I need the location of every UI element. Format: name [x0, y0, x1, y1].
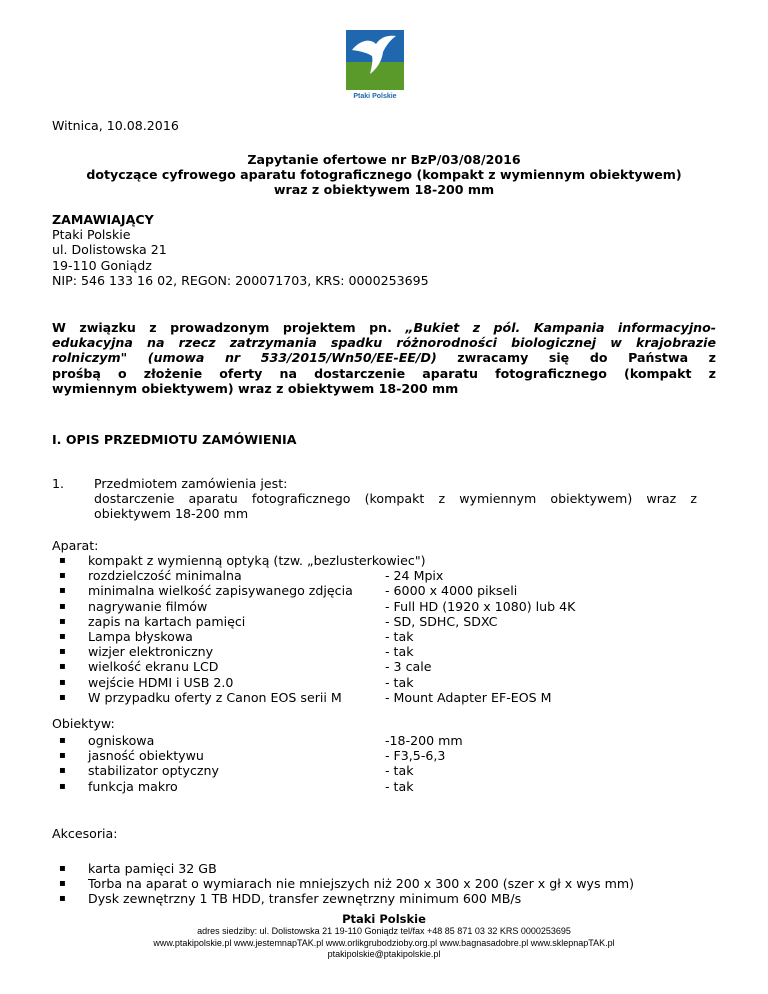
document-date: Witnica, 10.08.2016	[52, 118, 179, 133]
spec-label: W przypadku oferty z Canon EOS serii M	[88, 689, 342, 705]
spec-label: ogniskowa	[88, 733, 155, 748]
ptaki-polskie-logo	[346, 30, 404, 108]
spec-value: - 6000 x 4000 pikseli	[385, 583, 518, 599]
spec-label: wielkość ekranu LCD	[88, 659, 219, 675]
spec-row	[52, 553, 716, 568]
intro-line-5: wymiennym obiektywem) wraz z obiektywem 18-200 mm	[52, 380, 459, 396]
camera-spec-list	[52, 553, 716, 705]
section-heading: I. OPIS PRZEDMIOTU ZAMÓWIENIA	[52, 432, 297, 447]
footer-email: ptakipolskie@ptakipolskie.pl	[327, 949, 441, 959]
spec-value: - tak	[385, 628, 414, 644]
ordering-party-city: 19-110 Goniądz	[52, 257, 152, 273]
spec-value: - F3,5-6,3	[385, 748, 446, 764]
item-description	[94, 491, 697, 521]
lens-heading: Obiektyw:	[52, 716, 115, 731]
bullet-icon: ▪	[59, 765, 66, 777]
spec-label: wejście HDMI i USB 2.0	[88, 674, 234, 690]
spec-value: - tak	[385, 674, 414, 690]
logo-emblem	[346, 30, 404, 90]
bullet-icon: ▪	[59, 863, 66, 874]
bullet-icon: ▪	[59, 661, 66, 673]
bird-icon	[346, 30, 404, 90]
spec-label: rozdzielczość minimalna	[88, 568, 242, 584]
ordering-party-ids: NIP: 546 133 16 02, REGON: 200071703, KRS: 0000253695	[52, 272, 429, 288]
accessory-label: Torba na aparat o wymiarach nie mniejszych niż 200 x 300 x 200 (szer x gł x wys mm)	[88, 876, 635, 892]
bullet-icon: ▪	[59, 646, 66, 658]
spec-label: jasność obiektywu	[88, 748, 204, 764]
logo-caption: Ptaki Polskie	[353, 93, 397, 100]
spec-label: Lampa błyskowa	[88, 628, 193, 644]
intro-paragraph	[52, 320, 716, 396]
intro-text: W związku z prowadzonym projektem pn.	[52, 320, 406, 335]
footer-brand: Ptaki Polskie	[342, 912, 426, 926]
item-label: Przedmiotem zamówienia jest:	[94, 476, 288, 491]
spec-row	[52, 733, 716, 748]
spec-label: zapis na kartach pamięci	[88, 613, 246, 629]
intro-line-4: prośbą o złożenie oferty na dostarczenie aparatu fotograficznego (kompakt z	[52, 365, 716, 381]
title-line-3: wraz z obiektywem 18-200 mm	[273, 182, 495, 198]
spec-row	[52, 659, 716, 674]
title-line-1: Zapytanie ofertowe nr BzP/03/08/2016	[247, 152, 521, 167]
spec-value: - 3 cale	[385, 659, 432, 675]
bullet-icon: ▪	[59, 630, 66, 642]
spec-row	[52, 583, 716, 598]
spec-row	[52, 748, 716, 763]
accessory-row	[52, 861, 716, 876]
spec-value: - SD, SDHC, SDXC	[385, 613, 498, 629]
intro-text-cont: zwracamy się do Państwa z	[436, 350, 717, 366]
spec-row	[52, 568, 716, 583]
title-line-2: dotyczące cyfrowego aparatu fotograficznego (kompakt z wymiennym obiektywem)	[86, 167, 682, 183]
bullet-icon: ▪	[59, 676, 66, 688]
ordering-party-heading: ZAMAWIAJĄCY	[52, 212, 154, 227]
project-name-start: „Bukiet z pól. Kampania informacyjno-	[405, 320, 716, 335]
spec-value: - tak	[385, 763, 414, 779]
spec-row	[52, 675, 716, 690]
spec-label: nagrywanie filmów	[88, 598, 208, 614]
project-name-middle: edukacyjna na rzecz zatrzymania spadku różnorodności biologicznej w krajobrazie	[52, 335, 716, 351]
intro-line-3	[52, 350, 716, 365]
ordering-party-name: Ptaki Polskie	[52, 227, 131, 243]
spec-label: stabilizator optyczny	[88, 763, 219, 779]
bullet-icon: ▪	[59, 750, 66, 762]
spec-row	[52, 629, 716, 644]
spec-value: -18-200 mm	[385, 733, 463, 748]
document-title	[52, 152, 716, 198]
bullet-icon: ▪	[59, 893, 66, 905]
bullet-icon: ▪	[59, 555, 66, 566]
item-description-line-2: obiektywem 18-200 mm	[94, 506, 249, 522]
intro-line-2	[52, 335, 716, 350]
bullet-icon: ▪	[59, 600, 66, 612]
spec-row	[52, 599, 716, 614]
ordering-party-block	[52, 212, 429, 288]
spec-row	[52, 690, 716, 705]
ordering-party-street: ul. Dolistowska 21	[52, 242, 167, 258]
camera-heading: Aparat:	[52, 538, 99, 553]
accessory-row	[52, 876, 716, 891]
accessory-row	[52, 891, 716, 906]
footer-websites: www.ptakipolskie.pl www.jestemnapTAK.pl www.orlikgrubodzioby.org.pl www.bagnasadobre.pl www.sklepnapTAK.pl	[153, 937, 615, 948]
accessory-label: Dysk zewnętrzny 1 TB HDD, transfer zewnętrzny minimum 600 MB/s	[88, 891, 522, 907]
item-description-line-1: dostarczenie aparatu fotograficznego (kompakt z wymiennym obiektywem) wraz z	[94, 491, 697, 506]
spec-value: - tak	[385, 644, 414, 660]
bullet-icon: ▪	[59, 691, 66, 703]
accessories-list	[52, 861, 716, 907]
footer-address: adres siedziby: ul. Dolistowska 21 19-110 Goniądz tel/fax +48 85 871 03 32 KRS 0000253695	[197, 926, 571, 936]
bullet-icon: ▪	[59, 735, 66, 746]
bullet-icon: ▪	[59, 878, 66, 890]
spec-row	[52, 779, 716, 794]
spec-row	[52, 614, 716, 629]
spec-row	[52, 644, 716, 659]
bullet-icon: ▪	[59, 780, 66, 792]
bullet-icon: ▪	[59, 570, 66, 582]
spec-value: - tak	[385, 778, 414, 794]
accessories-heading: Akcesoria:	[52, 826, 118, 841]
spec-label: kompakt z wymienną optyką (tzw. „bezlusterkowiec")	[88, 553, 426, 568]
spec-label: wizjer elektroniczny	[88, 644, 214, 660]
page-footer	[0, 912, 768, 961]
intro-line-1	[52, 320, 716, 335]
spec-value: - Full HD (1920 x 1080) lub 4K	[385, 598, 576, 614]
spec-value: - Mount Adapter EF-EOS M	[385, 689, 552, 705]
bullet-icon: ▪	[59, 585, 66, 597]
item-number: 1.	[52, 476, 65, 491]
accessory-label: karta pamięci 32 GB	[88, 861, 217, 876]
spec-label: minimalna wielkość zapisywanego zdjęcia	[88, 583, 353, 599]
spec-label: funkcja makro	[88, 778, 178, 794]
project-name-end: rolniczym" (umowa nr 533/2015/Wn50/EE-EE/D)	[52, 350, 437, 366]
bullet-icon: ▪	[59, 615, 66, 627]
lens-spec-list	[52, 733, 716, 794]
spec-value: - 24 Mpix	[385, 568, 444, 584]
spec-row	[52, 763, 716, 778]
